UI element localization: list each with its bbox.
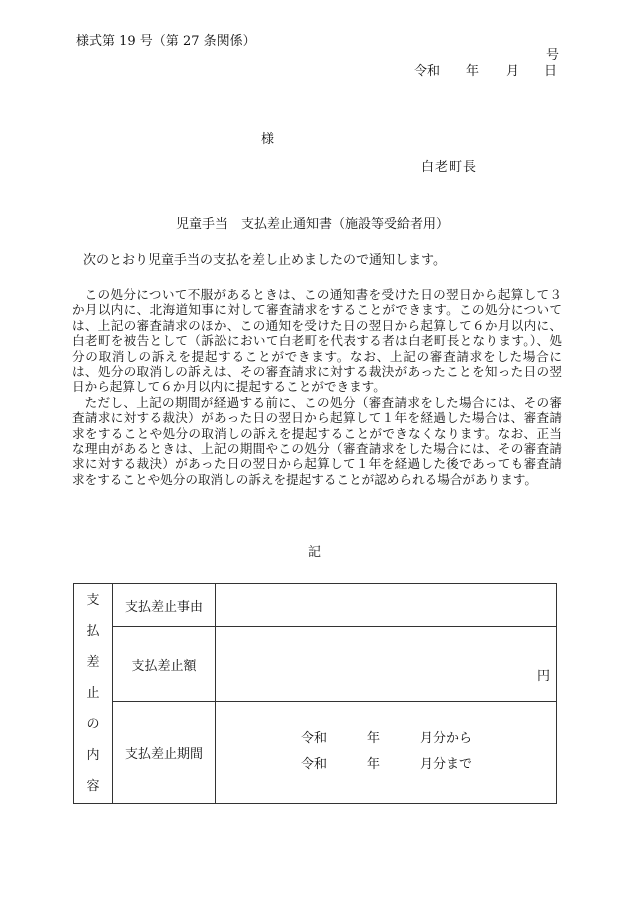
- date-era: 令和: [414, 64, 441, 79]
- table-side-label: 支 払 差 止 の 内 容: [74, 584, 113, 804]
- suspension-details-table: [73, 583, 557, 804]
- form-number: 様式第 19 号（第 27 条関係）: [76, 34, 256, 49]
- document-number-label: 号: [546, 48, 560, 63]
- period-to: 令和 年 月分まで: [301, 756, 473, 772]
- ki-heading: 記: [308, 545, 322, 560]
- period-label: 支払差止期間: [113, 702, 216, 804]
- notice-paragraph: この処分について不服があるときは、この通知書を受けた日の翌日から起算して３か月以内に、北海道知事に対して審査請求をすることができます。この処分については、上記の審査請求のほか、この通知を受けた日の翌日から起算して６か月以内に、白老町を被告として（訴訟において白老町を代表する者は白老町長となります。）、処分の取消しの訴えを提起することができます。なお、上記の審査請求をした場合には、処分の取消しの訴えは、その審査請求に対する裁決があったことを知った日の翌日から起算して６か月以内に提起することができます。: [72, 287, 562, 395]
- date-month: 月: [506, 64, 520, 79]
- intro-text: 次のとおり児童手当の支払を差し止めましたので通知します。: [83, 253, 446, 268]
- date-day: 日: [544, 64, 558, 79]
- reason-label: 支払差止事由: [113, 584, 216, 627]
- reason-value[interactable]: [216, 584, 557, 627]
- yen-unit: 円: [536, 669, 550, 684]
- issuer: 白老町長: [421, 160, 478, 175]
- period-from: 令和 年 月分から: [301, 730, 473, 746]
- document-title: 児童手当 支払差止通知書（施設等受給者用）: [176, 217, 450, 232]
- appeal-notice: [72, 287, 562, 487]
- date-year: 年: [466, 64, 480, 79]
- period-value[interactable]: [216, 702, 557, 804]
- amount-label: 支払差止額: [113, 627, 216, 702]
- notice-paragraph: ただし、上記の期間が経過する前に、この処分（審査請求をした場合には、その審査請求に対する裁決）があった日の翌日から起算して１年を経過した場合は、審査請求をすることや処分の取消しの訴えを提起することができなくなります。なお、正当な理由があるときは、上記の期間やこの処分（審査請求をした場合には、その審査請求に対する裁決）があった日の翌日から起算して１年を経過した後であっても審査請求をすることや処分の取消しの訴えを提起することが認められる場合があります。: [72, 394, 562, 487]
- recipient-suffix: 様: [261, 132, 275, 147]
- amount-value[interactable]: [216, 627, 557, 702]
